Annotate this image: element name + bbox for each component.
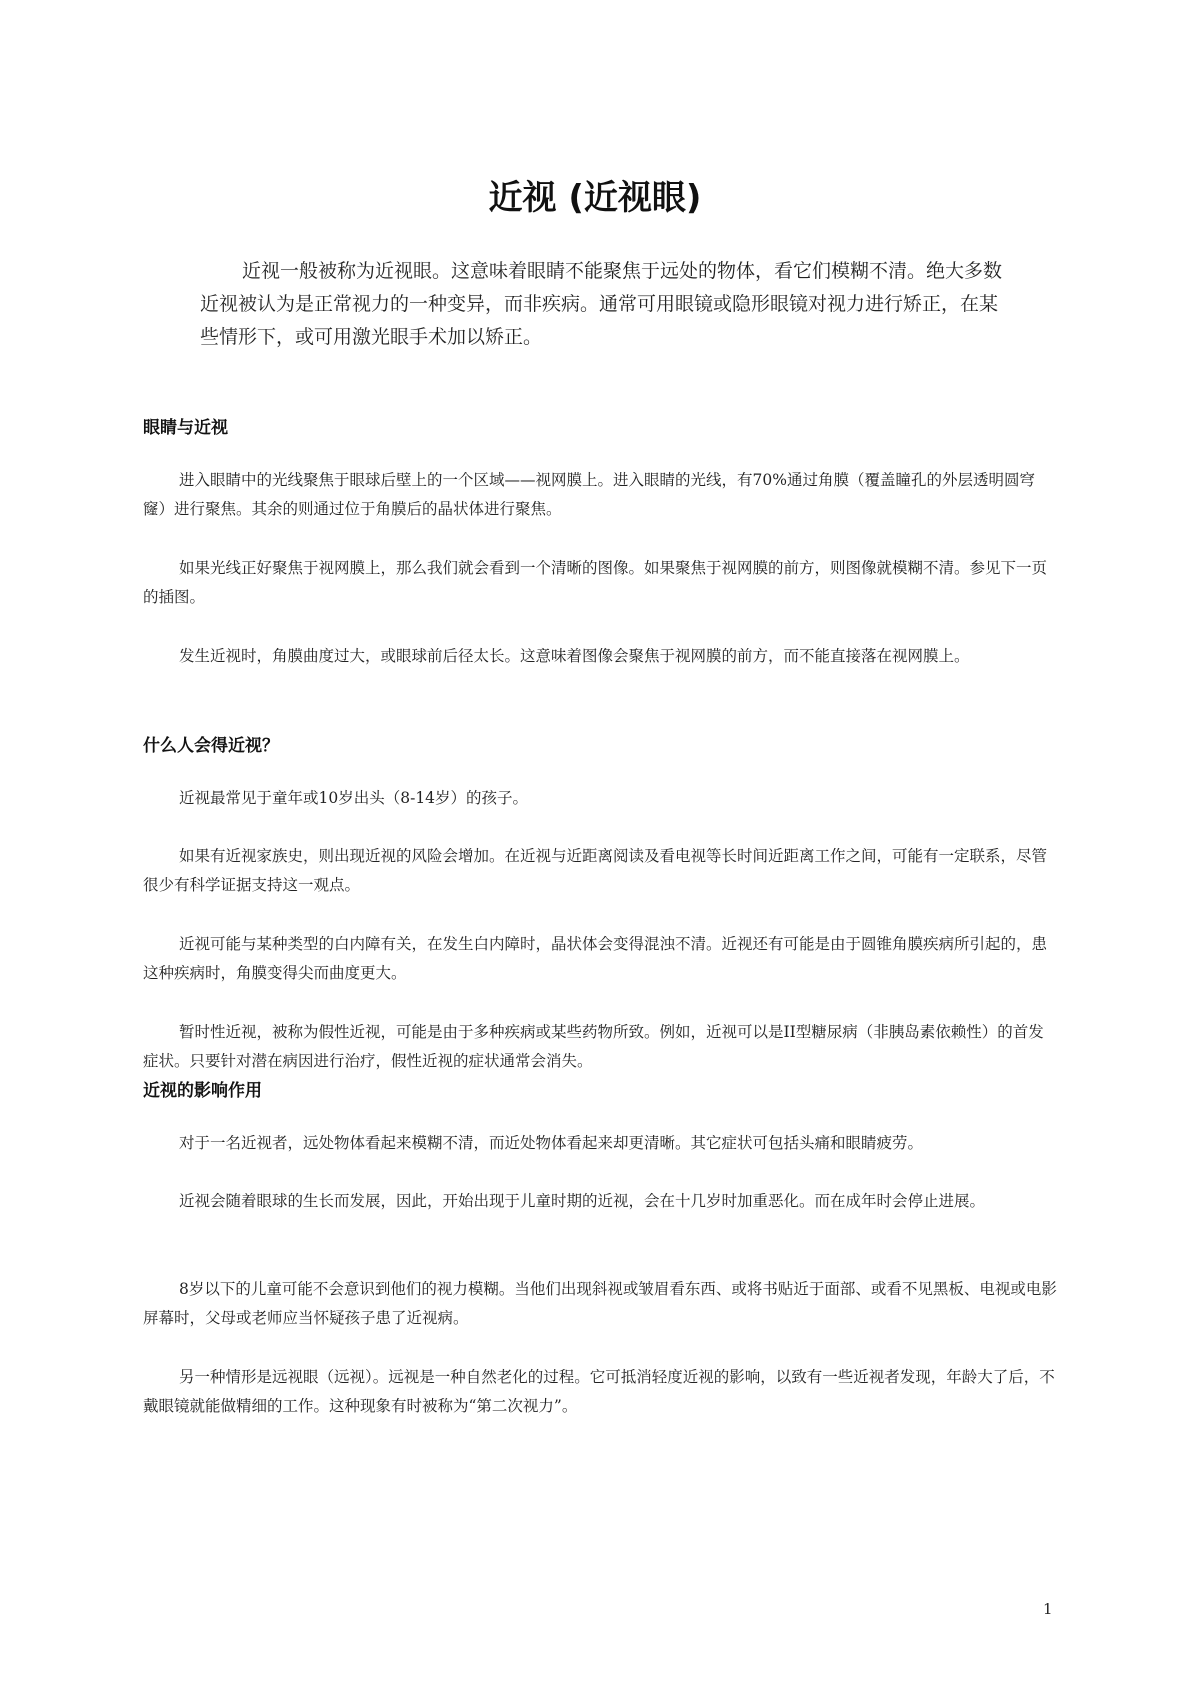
paragraph: 如果有近视家族史，则出现近视的风险会增加。在近视与近距离阅读及看电视等长时间近距离工作之间，可能有一定联系，尽管很少有科学证据支持这一观点。 bbox=[143, 847, 1048, 894]
paragraph: 近视会随着眼球的生长而发展，因此，开始出现于儿童时期的近视，会在十几岁时加重恶化。而在成年时会停止进展。 bbox=[179, 1192, 986, 1210]
paragraph: 对于一名近视者，远处物体看起来模糊不清，而近处物体看起来却更清晰。其它症状可包括头痛和眼睛疲劳。 bbox=[179, 1134, 924, 1152]
document-title: 近视 (近视眼) bbox=[488, 178, 702, 218]
section-heading: 什么人会得近视？ bbox=[143, 736, 279, 756]
paragraph: 近视最常见于童年或10岁出头（8-14岁）的孩子。 bbox=[179, 789, 529, 807]
section-heading: 眼睛与近视 bbox=[143, 418, 228, 438]
intro-paragraph: 近视一般被称为近视眼。这意味着眼睛不能聚焦于远处的物体，看它们模糊不清。绝大多数近视被认为是正常视力的一种变异，而非疾病。通常可用眼镜或隐形眼镜对视力进行矫正，在某些情形下，或可用激光眼手术加以矫正。 bbox=[200, 260, 1003, 348]
paragraph: 近视可能与某种类型的白内障有关，在发生白内障时，晶状体会变得混浊不清。近视还有可能是由于圆锥角膜疾病所引起的，患这种疾病时，角膜变得尖而曲度更大。 bbox=[143, 935, 1048, 982]
intro-block bbox=[200, 255, 1015, 354]
section-heading: 近视的影响作用 bbox=[143, 1081, 262, 1101]
page-number: 1 bbox=[1043, 1600, 1053, 1618]
paragraph: 另一种情形是远视眼（远视）。远视是一种自然老化的过程。它可抵消轻度近视的影响，以致有一些近视者发现，年龄大了后，不戴眼镜就能做精细的工作。这种现象有时被称为“第二次视力”。 bbox=[143, 1368, 1055, 1415]
paragraph: 暂时性近视，被称为假性近视，可能是由于多种疾病或某些药物所致。例如，近视可以是II型糖尿病（非胰岛素依赖性）的首发症状。只要针对潜在病因进行治疗，假性近视的症状通常会消失。 bbox=[143, 1023, 1044, 1070]
paragraph: 发生近视时，角膜曲度过大，或眼球前后径太长。这意味着图像会聚焦于视网膜的前方，而不能直接落在视网膜上。 bbox=[179, 647, 970, 665]
paragraph: 如果光线正好聚焦于视网膜上，那么我们就会看到一个清晰的图像。如果聚焦于视网膜的前方，则图像就模糊不清。参见下一页的插图。 bbox=[143, 559, 1048, 606]
paragraph: 进入眼睛中的光线聚焦于眼球后壁上的一个区域——视网膜上。进入眼睛的光线，有70%通过角膜（覆盖瞳孔的外层透明圆穹窿）进行聚焦。其余的则通过位于角膜后的晶状体进行聚焦。 bbox=[143, 471, 1035, 518]
paragraph: 8岁以下的儿童可能不会意识到他们的视力模糊。当他们出现斜视或皱眉看东西、或将书贴近于面部、或看不见黑板、电视或电影屏幕时，父母或老师应当怀疑孩子患了近视病。 bbox=[143, 1280, 1057, 1327]
